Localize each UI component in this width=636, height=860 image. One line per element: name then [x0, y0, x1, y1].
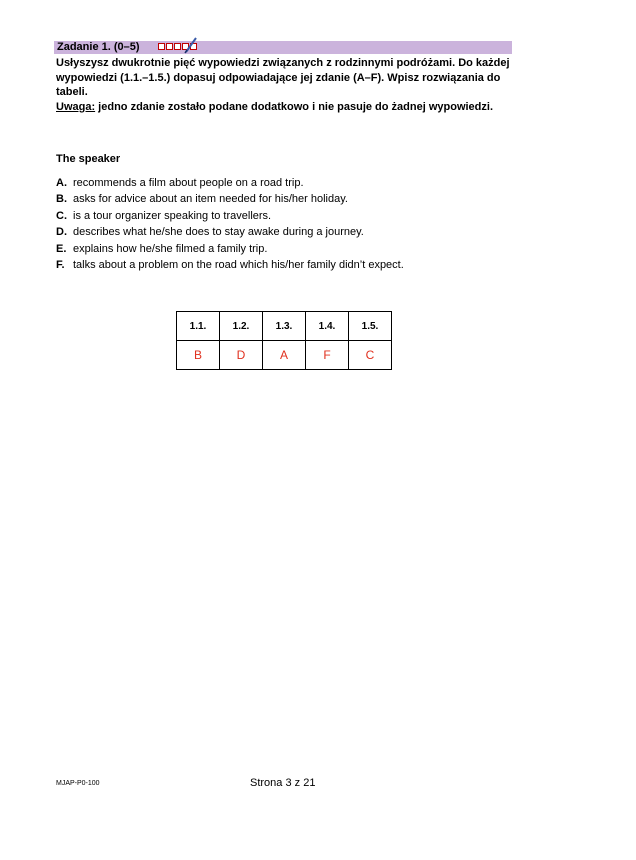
score-box[interactable] — [158, 43, 165, 50]
task-instructions — [56, 56, 518, 114]
option-text: asks for advice about an item needed for his/her holiday. — [73, 193, 348, 206]
speaker-heading: The speaker — [56, 153, 121, 165]
option-b — [56, 191, 404, 207]
footer-exam-code: MJAP-P0-100 — [56, 780, 100, 787]
option-e — [56, 241, 404, 257]
instruction-text: Usłyszysz dwukrotnie pięć wypowiedzi związanych z rodzinnymi podróżami. Do każdej wypowiedzi (1.1.–1.5.) dopasuj odpowiadające jej zdanie (A–F). Wpisz rozwiązania do tabeli. — [56, 57, 510, 98]
pen-icon — [184, 36, 198, 54]
option-text: explains how he/she filmed a family trip. — [73, 242, 268, 255]
answer-header-cell: 1.5. — [349, 312, 392, 341]
answer-header-cell: 1.4. — [306, 312, 349, 341]
option-letter: F. — [56, 259, 65, 272]
answer-header-cell: 1.2. — [220, 312, 263, 341]
answer-table-header-row — [177, 312, 392, 341]
option-f — [56, 257, 404, 273]
option-text: describes what he/she does to stay awake during a journey. — [73, 226, 364, 239]
option-text: talks about a problem on the road which his/her family didn’t expect. — [73, 259, 404, 272]
option-d — [56, 224, 404, 240]
answer-table-answer-row — [177, 341, 392, 370]
answer-header-cell: 1.3. — [263, 312, 306, 341]
answer-cell-1-5[interactable]: C — [349, 341, 392, 370]
option-letter: A. — [56, 177, 67, 189]
option-letter: D. — [56, 226, 67, 239]
answer-cell-1-4[interactable]: F — [306, 341, 349, 370]
note-text: jedno zdanie zostało podane dodatkowo i nie pasuje do żadnej wypowiedzi. — [95, 100, 493, 113]
footer-page-number: Strona 3 z 21 — [250, 777, 316, 789]
option-letter: E. — [56, 242, 67, 255]
score-box[interactable] — [174, 43, 181, 50]
option-letter: B. — [56, 193, 67, 206]
option-letter: C. — [56, 209, 67, 222]
option-text: is a tour organizer speaking to travellers. — [73, 209, 272, 222]
option-a — [56, 175, 404, 191]
answer-cell-1-1[interactable]: B — [177, 341, 220, 370]
note-label: Uwaga: — [56, 100, 96, 113]
score-box[interactable] — [166, 43, 173, 50]
options-list — [56, 175, 404, 273]
answer-header-cell: 1.1. — [177, 312, 220, 341]
answer-cell-1-3[interactable]: A — [263, 341, 306, 370]
answer-cell-1-2[interactable]: D — [220, 341, 263, 370]
task-title: Zadanie 1. (0–5) — [57, 41, 140, 53]
option-text: recommends a film about people on a road trip. — [73, 177, 304, 189]
option-c — [56, 208, 404, 224]
answer-table — [176, 311, 392, 370]
